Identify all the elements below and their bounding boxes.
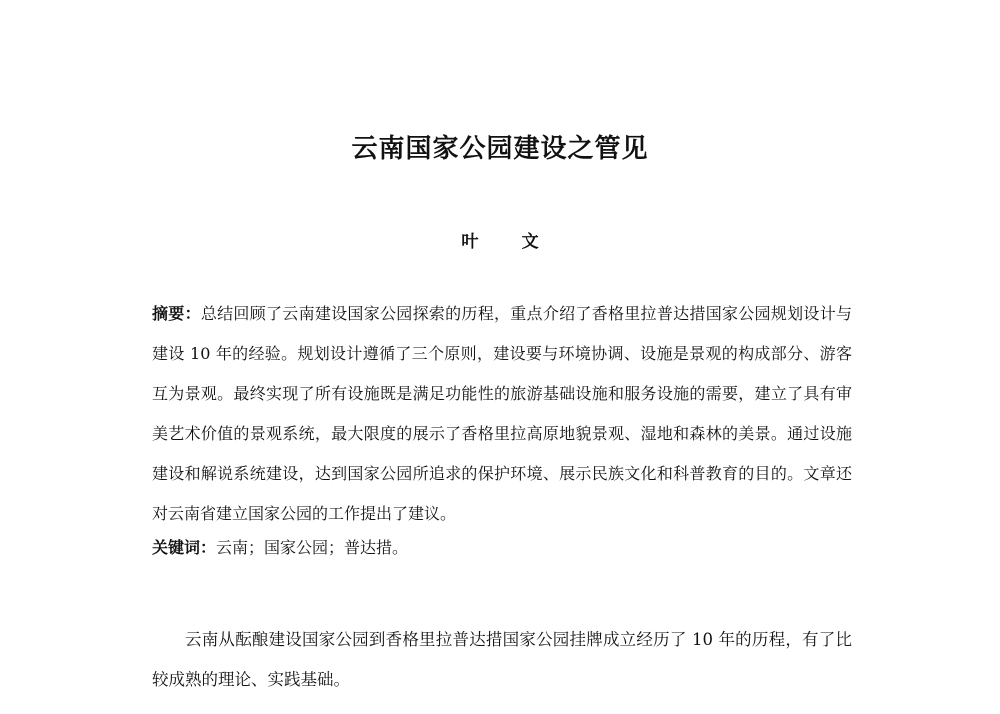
abstract-paragraph [152,294,852,534]
keywords-line [152,531,852,565]
body-paragraph: 云南从酝酿建设国家公园到香格里拉普达措国家公园挂牌成立经历了 10 年的历程，有了比较成熟的理论、实践基础。 [152,630,852,689]
keywords-text: 云南；国家公园；普达措。 [216,538,409,557]
abstract-label: 摘要： [152,304,201,323]
paper-title: 云南国家公园建设之管见 [351,134,649,164]
paper-author: 叶 文 [461,232,558,252]
abstract-text: 总结回顾了云南建设国家公园探索的历程，重点介绍了香格里拉普达措国家公园规划设计与建设 10 年的经验。规划设计遵循了三个原则，建设要与环境协调、设施是景观的构成部分、游客互为景观。最终实现了所有设施既是满足功能性的旅游基础设施和服务设施的需要，建立了具有审美艺术价值的景观系统，最大限度的展示了香格里拉高原地貌景观、湿地和森林的美景。通过设施建设和解说系统建设，达到国家公园所追求的保护环境、展示民族文化和科普教育的目的。文章还对云南省建立国家公园的工作提出了建议。 [152,304,852,523]
keywords-label: 关键词： [152,538,217,557]
